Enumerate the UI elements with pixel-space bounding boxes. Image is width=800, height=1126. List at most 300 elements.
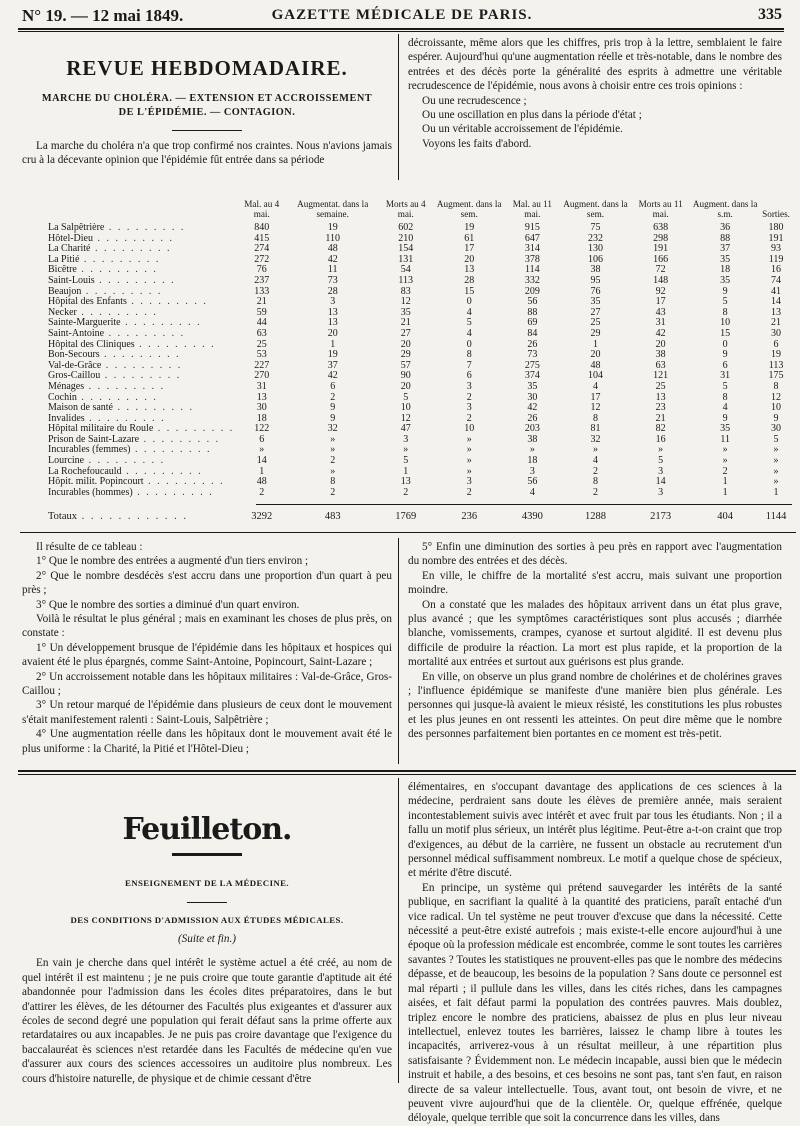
- journal-title: GAZETTE MÉDICALE DE PARIS.: [271, 7, 533, 23]
- table-cell: »: [529, 444, 535, 456]
- total-cell: 3292: [251, 511, 273, 523]
- table-cell: 36: [720, 222, 731, 233]
- table-cell: 119: [768, 253, 784, 265]
- col-header: Sorties.: [762, 209, 790, 219]
- table-cell: 76: [590, 285, 601, 297]
- table-cell: 6: [722, 359, 728, 371]
- revue-right-intro: décroissante, même alors que les chiffres, pris trop à la lettre, semblaient le faire espérer. Aujourd'hui qu'une augmentation réelle et très-notable, dans le nombre des entrées et des décès porte la généralité des esprits à admettre une véritable recrudescence de l'épidémie, nous avons à choisir entre ces trois opinions :: [408, 37, 782, 93]
- table-cell: 42: [327, 253, 338, 265]
- table-cell: 6: [466, 370, 472, 382]
- table-cell: 3: [330, 296, 336, 308]
- table-cell: 6: [773, 338, 779, 350]
- table-cell: »: [466, 444, 472, 456]
- table-cell: 61: [464, 232, 475, 244]
- table-cell: 2: [466, 412, 472, 424]
- col-header: Mal. au 4 mai.: [244, 199, 280, 219]
- feuilleton-left-column: [22, 812, 392, 1086]
- table-cell: 32: [327, 423, 338, 435]
- table-cell: 19: [327, 222, 338, 233]
- table-cell: 54: [400, 264, 411, 276]
- table-cell: 5: [658, 455, 664, 467]
- column-divider-middle: [398, 538, 399, 764]
- table-cell: 37: [327, 359, 338, 371]
- table-cell: 113: [768, 359, 784, 371]
- table-cell: 84: [527, 327, 538, 339]
- table-cell: 57: [400, 359, 411, 371]
- table-cell: »: [330, 444, 336, 456]
- table-cell: 227: [254, 359, 270, 371]
- hospital-name: Cochin . . . . . . . . .: [48, 391, 158, 403]
- table-header-row: [48, 199, 790, 223]
- table-cell: 2: [259, 486, 265, 498]
- suite-note: (Suite et fin.): [177, 933, 237, 945]
- hospital-name: Hôpital des Enfants . . . . . . . . .: [48, 296, 208, 308]
- feuilleton-separator: [172, 853, 242, 856]
- table-cell: 8: [330, 476, 336, 488]
- table-row: [48, 255, 790, 266]
- table-cell: 25: [256, 338, 267, 350]
- total-cell: 2173: [650, 511, 672, 523]
- table-cell: 0: [466, 338, 472, 350]
- table-cell: 92: [655, 285, 666, 297]
- results-item: 1° Que le nombre des entrées a augmenté d'un tiers environ ;: [36, 555, 309, 568]
- table-cell: 31: [720, 370, 731, 382]
- header-rule-thin: [18, 31, 784, 32]
- hospital-name: Bon-Secours . . . . . . . . .: [48, 349, 181, 361]
- table-cell: 9: [330, 412, 336, 424]
- table-cell: 5: [403, 391, 409, 403]
- table-cell: 25: [590, 317, 601, 329]
- hospital-name: Beaujon . . . . . . . . .: [48, 285, 163, 297]
- col-header: Morts au 11 mai.: [638, 199, 683, 219]
- table-cell: 17: [655, 296, 666, 308]
- table-cell: 5: [466, 317, 472, 329]
- table-cell: 37: [720, 243, 731, 255]
- table-cell: 2: [466, 486, 472, 498]
- table-cell: 63: [655, 359, 666, 371]
- opinion-2: Ou une oscillation en plus dans la période d'état ;: [422, 109, 642, 122]
- table-cell: 374: [524, 370, 540, 382]
- table-cell: 88: [527, 306, 538, 318]
- table-cell: 210: [398, 232, 414, 244]
- table-cell: 13: [464, 264, 475, 276]
- table-cell: »: [330, 465, 336, 477]
- table-cell: 7: [466, 359, 472, 371]
- table-cell: 41: [771, 285, 782, 297]
- table-cell: 8: [722, 391, 728, 403]
- hospital-name: La Rochefoucauld . . . . . . . . .: [48, 465, 203, 477]
- table-cell: 121: [653, 370, 669, 382]
- cholera-table: [48, 199, 790, 523]
- section-separator: [187, 902, 227, 903]
- table-cell: 74: [771, 274, 782, 286]
- table-cell: 93: [771, 243, 782, 255]
- table-cell: 27: [400, 327, 411, 339]
- hospital-name: Lourcine . . . . . . . . .: [48, 455, 166, 467]
- table-cell: 48: [590, 359, 601, 371]
- feuilleton-right-p1: élémentaires, en s'occupant davantage des applications de ces sciences à la médecine, perdraient sans doute les élèves de première année, mais seraient incontestablement suivis avec intérêt et avec fruit par tous les étudiants. Non ; il a fallu un motif plus sérieux, un intérêt plus légitime. Peut-être a-t-on craint que trop d'exigences, au début de la carrière, ne fussent un obstacle au recrutement d'un personnel médical suffisamment nombreux. Le motif a quelque chose de spécieux, et mérite d'être discuté.: [408, 781, 782, 880]
- table-cell: 12: [400, 296, 411, 308]
- table-cell: 9: [330, 402, 336, 414]
- table-cell: 6: [259, 433, 265, 445]
- table-cell: 10: [720, 317, 731, 329]
- results-right-column: [408, 540, 782, 742]
- table-cell: 17: [464, 243, 475, 255]
- section-title: ENSEIGNEMENT DE LA MÉDECINE.: [124, 878, 290, 888]
- totals-label: Totaux . . . . . . . . . . . .: [48, 511, 189, 523]
- table-cell: 30: [771, 327, 782, 339]
- table-cell: 154: [398, 243, 414, 255]
- table-cell: »: [722, 455, 728, 467]
- table-cell: 13: [655, 391, 666, 403]
- table-cell: 42: [527, 402, 538, 414]
- results-item: 2° Que le nombre desdécès s'est accru dans une proportion d'un quart à peu près ;: [22, 569, 392, 597]
- table-cell: 15: [464, 285, 475, 297]
- table-cell: 9: [722, 349, 728, 361]
- table-cell: 59: [256, 306, 267, 318]
- results-intro: Il résulte de ce tableau :: [36, 541, 143, 553]
- table-cell: 35: [590, 296, 601, 308]
- table-cell: 17: [590, 391, 601, 403]
- table-cell: »: [466, 465, 472, 477]
- table-cell: 130: [587, 243, 603, 255]
- table-cell: 180: [768, 222, 784, 233]
- table-cell: 12: [590, 402, 601, 414]
- table-cell: 76: [256, 264, 267, 276]
- table-cell: 63: [256, 327, 267, 339]
- results-item: En ville, le chiffre de la mortalité s'est accru, mais suivant une proportion moindre.: [408, 569, 782, 597]
- table-cell: 915: [524, 222, 540, 233]
- table-cell: 18: [720, 264, 731, 276]
- table-cell: 2: [592, 465, 598, 477]
- table-cell: »: [773, 465, 779, 477]
- results-item: 2° Un accroissement notable dans les hôpitaux militaires : Val-de-Grâce, Gros-Caillou ;: [22, 670, 392, 698]
- table-cell: 20: [655, 338, 666, 350]
- table-cell: 35: [720, 253, 731, 265]
- hospital-name: La Charité . . . . . . . . .: [48, 243, 172, 255]
- table-cell: 44: [256, 317, 267, 329]
- table-cell: 14: [771, 296, 782, 308]
- table-cell: 2: [592, 486, 598, 498]
- column-divider-bottom: [398, 778, 399, 1083]
- table-cell: 1: [592, 338, 598, 350]
- col-header: Morts au 4 mai.: [385, 199, 426, 219]
- table-cell: 69: [527, 317, 538, 329]
- results-item: Voilà le résultat le plus général ; mais en examinant les choses de plus près, on constate :: [22, 613, 392, 640]
- results-item: 1° Un développement brusque de l'épidémie dans les hôpitaux et hospices qui avaient été le plus épargnés, comme Saint-Antoine, Popincourt, Saint-Lazare ;: [22, 641, 392, 669]
- table-cell: 191: [653, 243, 669, 255]
- table-cell: 25: [655, 380, 666, 392]
- table-cell: 5: [403, 455, 409, 467]
- revue-intro: La marche du choléra n'a que trop confirmé nos craintes. Nous n'avions jamais cru à la décevante opinion que l'épidémie fût entrée dans sa période: [22, 140, 392, 167]
- table-cell: 73: [327, 274, 338, 286]
- table-cell: 3: [403, 433, 409, 445]
- issue-number: N° 19. — 12 mai 1849.: [22, 6, 184, 25]
- total-cell: 1144: [765, 511, 787, 523]
- table-cell: 232: [587, 232, 603, 244]
- table-cell: 191: [768, 232, 784, 244]
- table-cell: 20: [464, 253, 475, 265]
- table-cell: 106: [587, 253, 603, 265]
- table-cell: 314: [524, 243, 540, 255]
- table-cell: 16: [771, 264, 782, 276]
- feuilleton-right-column: [408, 780, 782, 1126]
- table-cell: 13: [771, 306, 782, 318]
- table-cell: 21: [655, 412, 666, 424]
- table-cell: 56: [527, 476, 538, 488]
- table-cell: 35: [527, 380, 538, 392]
- results-item: On a constaté que les malades des hôpitaux arrivent dans un état plus grave, plus avancé ; que les symptômes caractéristiques sont plus accusés ; diarrhée blanche, vomissements, crampes, cyanose et surtout algidité. Il est devenu plus difficile de produire la réaction. La mort est plus rapide, et la proportion de la mortalité aux entrées et surtout aux guérisons est plus grande.: [408, 598, 782, 669]
- hospital-name: Saint-Louis . . . . . . . . .: [48, 274, 176, 286]
- table-cell: 4: [466, 306, 472, 318]
- results-item: 3° Que le nombre des sorties a diminué d'un quart environ.: [36, 598, 300, 611]
- revue-title: REVUE HEBDOMADAIRE.: [66, 56, 348, 80]
- table-bottom-rule: [20, 532, 796, 533]
- results-left-column: [22, 540, 392, 756]
- table-cell: 4: [592, 455, 598, 467]
- table-cell: 13: [327, 306, 338, 318]
- table-cell: 4: [529, 486, 535, 498]
- table-cell: 42: [327, 370, 338, 382]
- revue-separator: [172, 130, 242, 131]
- table-cell: 0: [722, 338, 728, 350]
- results-item: 5° Enfin une diminution des sorties à peu près en rapport avec l'augmentation du nombre des entrées et des décès.: [408, 541, 782, 568]
- table-cell: 1: [773, 486, 779, 498]
- table-cell: 237: [254, 274, 270, 286]
- hospital-name: La Pitié . . . . . . . . .: [48, 253, 161, 265]
- article-title: DES CONDITIONS D'ADMISSION AUX ÉTUDES MÉDICALES.: [70, 915, 344, 925]
- hospital-name: La Salpêtrière . . . . . . . . .: [48, 222, 186, 233]
- table-cell: 28: [327, 285, 338, 297]
- opinion-3: Ou un véritable accroissement de l'épidémie.: [422, 123, 623, 136]
- hospital-name: Prison de Saint-Lazare . . . . . . . . .: [48, 433, 221, 445]
- table-cell: 148: [653, 274, 669, 286]
- table-body: [48, 223, 790, 498]
- table-row: [48, 488, 790, 499]
- feuilleton-title: Feuilleton.: [122, 812, 292, 847]
- table-cell: »: [658, 444, 664, 456]
- table-cell: 2: [466, 391, 472, 403]
- table-cell: 31: [655, 317, 666, 329]
- table-cell: 10: [771, 402, 782, 414]
- table-cell: 9: [722, 285, 728, 297]
- table-cell: 378: [524, 253, 540, 265]
- page-header: [22, 4, 782, 26]
- table-cell: 19: [771, 349, 782, 361]
- col-header: Augment. dans la sem.: [436, 199, 502, 219]
- table-cell: 38: [590, 264, 601, 276]
- table-cell: 11: [327, 264, 338, 276]
- total-cell: 404: [717, 511, 734, 523]
- table-cell: 88: [720, 232, 731, 244]
- hospital-name: Incurables (femmes) . . . . . . . . .: [48, 444, 212, 456]
- table-cell: 31: [256, 380, 267, 392]
- column-divider-top: [398, 34, 399, 180]
- feuilleton-left-text: En vain je cherche dans quel intérêt le système actuel a été créé, au nom de quel intérêt il est maintenu ; je ne puis croire que toute garantie d'aptitude ait été abandonnée pour l'admission dans les écoles dites préparatoires, dans le but d'attirer les élèves, de les détourner des Facultés plus exigeantes et d'assurer aux écoles de second degré une population qui ferait défaut sans la prime offerte aux retardataires ou aux incapables. Je ne puis pas croire davantage que l'exigence du baccalauréat ès sciences n'est retardée dans les Facultés de médecine qu'en vue d'assurer aux cours des sciences accessoires un auditoire plus nombreux. Les cours d'histoire naturelle, de physique et de chimie cessant d'être: [22, 957, 392, 1085]
- results-item: 4° Une augmentation réelle dans les hôpitaux dont le mouvement avait été le plus uniforme : la Charité, la Pitié et l'Hôtel-Dieu ;: [22, 728, 392, 755]
- table-cell: 1: [722, 486, 728, 498]
- table-cell: 3: [658, 486, 664, 498]
- table-cell: 38: [655, 349, 666, 361]
- table-cell: 5: [722, 296, 728, 308]
- table-cell: 113: [398, 274, 414, 286]
- table-cell: »: [330, 433, 336, 445]
- hospital-name: Necker . . . . . . . . .: [48, 306, 158, 318]
- col-header: Augmentat. dans la semaine.: [297, 199, 369, 219]
- table-cell: 30: [256, 402, 267, 414]
- results-item: 3° Un retour marqué de l'épidémie dans plusieurs de ceux dont le mouvement s'était manifestement ralenti : Saint-Louis, Salpêtrière ;: [22, 699, 392, 726]
- table-cell: 602: [398, 222, 414, 233]
- col-header: Mal. au 11 mai.: [512, 199, 552, 219]
- voyons-text: Voyons les faits d'abord.: [422, 137, 532, 150]
- totals-rule: [256, 504, 792, 505]
- table-cell: 14: [655, 476, 666, 488]
- table-cell: 2: [330, 486, 336, 498]
- col-header: Augment. dans la sem.: [563, 199, 628, 219]
- table-cell: 95: [590, 274, 601, 286]
- table-cell: 114: [525, 264, 540, 276]
- table-row: [48, 382, 790, 393]
- table-cell: »: [259, 444, 265, 456]
- revue-subtitle-1: MARCHE DU CHOLÉRA. — EXTENSION ET ACCROISSEMENT: [41, 93, 373, 104]
- total-cell: 236: [461, 511, 478, 523]
- table-cell: 8: [722, 306, 728, 318]
- table-cell: 29: [590, 327, 601, 339]
- table-cell: 4: [592, 380, 598, 392]
- table-cell: 272: [254, 253, 270, 265]
- table-cell: 8: [592, 476, 598, 488]
- table-cell: »: [773, 476, 779, 488]
- table-cell: 12: [400, 412, 411, 424]
- hospital-name: Hôpit. milit. Popincourt . . . . . . . . .: [48, 476, 225, 488]
- table-cell: 332: [524, 274, 540, 286]
- table-cell: 415: [254, 232, 270, 244]
- table-cell: 73: [527, 349, 538, 361]
- table-cell: »: [403, 444, 409, 456]
- table-cell: 4: [466, 327, 472, 339]
- table-cell: 21: [256, 296, 267, 308]
- table-cell: 131: [398, 253, 414, 265]
- table-cell: 21: [771, 317, 782, 329]
- table-cell: 1: [330, 338, 336, 350]
- table-cell: 16: [655, 433, 666, 445]
- table-cell: 20: [590, 349, 601, 361]
- table-row: [48, 297, 790, 308]
- table-cell: 13: [256, 391, 267, 403]
- revue-subtitle-2: DE L'ÉPIDÉMIE. — CONTAGION.: [118, 107, 296, 118]
- header-rule: [18, 28, 784, 30]
- table-cell: 2: [330, 455, 336, 467]
- table-cell: 48: [256, 476, 267, 488]
- revue-left-column: [22, 56, 392, 168]
- table-cell: 133: [254, 285, 270, 297]
- table-cell: 18: [256, 412, 267, 424]
- table-cell: 13: [400, 476, 411, 488]
- table-cell: 72: [655, 264, 666, 276]
- table-cell: 1: [259, 465, 265, 477]
- table-cell: 82: [655, 423, 666, 435]
- table-cell: 53: [256, 349, 267, 361]
- table-cell: 9: [722, 412, 728, 424]
- hospital-name: Ménages . . . . . . . . .: [48, 380, 166, 392]
- table-cell: 1: [403, 465, 409, 477]
- table-cell: 8: [773, 380, 779, 392]
- table-cell: 298: [653, 232, 669, 244]
- hospital-name: Bicêtre . . . . . . . . .: [48, 264, 158, 276]
- table-cell: 75: [590, 222, 601, 233]
- table-cell: 43: [655, 306, 666, 318]
- table-cell: 32: [590, 433, 601, 445]
- feuilleton-rule: [18, 770, 796, 772]
- totals-row: [48, 498, 790, 523]
- table-cell: 3: [529, 465, 535, 477]
- table-cell: 11: [720, 433, 730, 445]
- table-cell: 38: [527, 433, 538, 445]
- table-cell: 5: [773, 433, 779, 445]
- table-cell: 48: [327, 243, 338, 255]
- table-cell: 28: [464, 274, 475, 286]
- table-cell: 166: [653, 253, 669, 265]
- table-cell: 18: [527, 455, 538, 467]
- table-cell: 9: [773, 412, 779, 424]
- table-cell: 840: [254, 222, 270, 233]
- table-cell: 4: [722, 402, 728, 414]
- feuilleton-rule-thin: [18, 774, 796, 775]
- table-cell: 12: [771, 391, 782, 403]
- table-cell: 8: [592, 412, 598, 424]
- table-cell: »: [466, 455, 472, 467]
- hospital-name: Hôpital militaire du Roule . . . . . . . . .: [48, 423, 235, 435]
- table-cell: 175: [768, 370, 784, 382]
- table-cell: 29: [400, 349, 411, 361]
- table-cell: 5: [722, 380, 728, 392]
- table-cell: 3: [466, 380, 472, 392]
- hospital-name: Hôtel-Dieu . . . . . . . . .: [48, 232, 174, 244]
- table-cell: 23: [655, 402, 666, 414]
- results-item: En ville, on observe un plus grand nombre de cholérines et de cholérines graves ; l'influence épidémique se manifeste d'une manière bien plus générale. Les personnes qui jusque-là avaient le mieux résisté, les constitutions les plus robustes et les plus jeunes en ont ressenti les atteintes. On peut dire même que le nombre des personnes parfaitement bien portantes en ce moment est très-petit.: [408, 670, 782, 741]
- table-cell: 209: [524, 285, 540, 297]
- table-cell: 19: [327, 349, 338, 361]
- table-cell: 10: [400, 402, 411, 414]
- table-cell: 35: [400, 306, 411, 318]
- table-cell: 274: [254, 243, 270, 255]
- table-cell: 1: [722, 476, 728, 488]
- table-cell: 2: [403, 486, 409, 498]
- table-cell: 3: [658, 465, 664, 477]
- total-cell: 4390: [521, 511, 543, 523]
- hospital-name: Val-de-Grâce . . . . . . . . .: [48, 359, 183, 371]
- table-cell: 90: [400, 370, 411, 382]
- hospital-name: Gros-Caillou . . . . . . . . .: [48, 370, 182, 382]
- table-cell: 19: [464, 222, 475, 233]
- table-cell: 3: [466, 476, 472, 488]
- table-cell: 20: [327, 327, 338, 339]
- table-cell: 81: [590, 423, 601, 435]
- table-cell: »: [466, 433, 472, 445]
- table-cell: 3: [466, 402, 472, 414]
- table-cell: »: [773, 444, 779, 456]
- table-cell: 104: [587, 370, 603, 382]
- opinion-1: Ou une recrudescence ;: [422, 94, 527, 107]
- table-cell: 42: [655, 327, 666, 339]
- total-cell: 483: [324, 511, 341, 523]
- table-cell: 270: [254, 370, 270, 382]
- col-header: Augment. dans la s.m.: [692, 199, 758, 219]
- table-cell: 83: [400, 285, 411, 297]
- hospital-name: Invalides . . . . . . . . .: [48, 412, 166, 424]
- hospital-name: Maison de santé . . . . . . . . .: [48, 402, 194, 414]
- hospital-name: Hôpital des Cliniques . . . . . . . . .: [48, 338, 216, 350]
